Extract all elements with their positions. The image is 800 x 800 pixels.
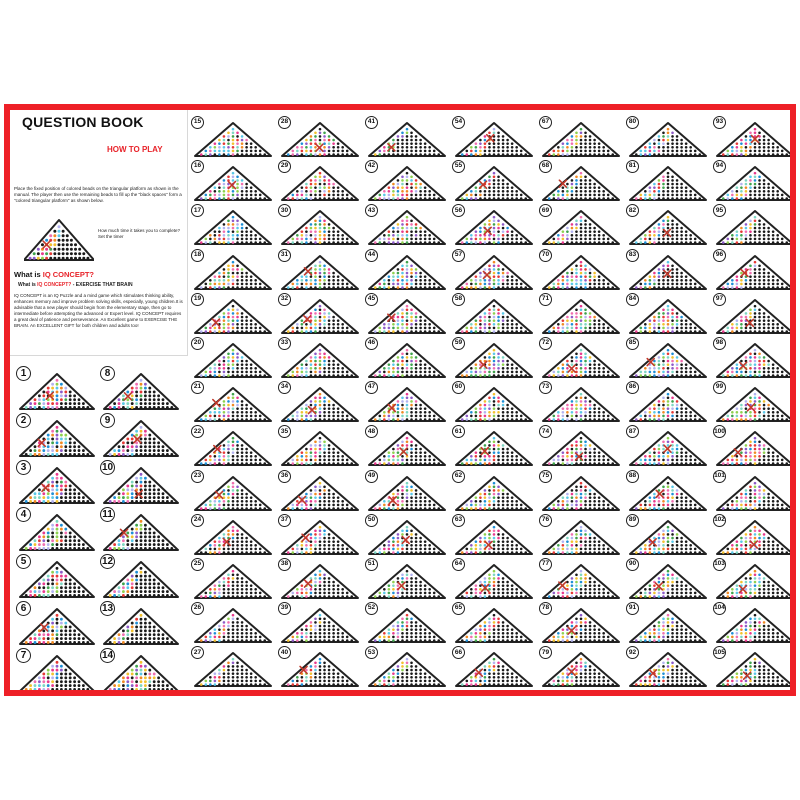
sample-triangle-board xyxy=(24,218,94,262)
puzzle-card xyxy=(16,601,96,646)
puzzle-number: 11 xyxy=(100,507,115,522)
puzzle-card xyxy=(191,381,273,423)
whatis-prefix: What is xyxy=(14,270,43,279)
puzzle-card xyxy=(539,381,621,423)
puzzle-card xyxy=(452,514,534,556)
puzzle-number: 92 xyxy=(626,646,639,659)
puzzle-number: 46 xyxy=(365,337,378,350)
puzzle-number: 56 xyxy=(452,204,465,217)
puzzle-card xyxy=(191,160,273,202)
puzzle-card xyxy=(191,646,273,688)
puzzle-card xyxy=(16,413,96,458)
puzzle-card xyxy=(626,514,708,556)
puzzle-number: 17 xyxy=(191,204,204,217)
puzzle-number: 70 xyxy=(539,249,552,262)
puzzle-card xyxy=(452,602,534,644)
puzzle-number: 2 xyxy=(16,413,31,428)
puzzle-card xyxy=(452,204,534,246)
whatis-subheading xyxy=(18,282,133,288)
puzzle-number: 48 xyxy=(365,425,378,438)
puzzle-number: 80 xyxy=(626,116,639,129)
puzzle-number: 60 xyxy=(452,381,465,394)
puzzle-number: 54 xyxy=(452,116,465,129)
puzzle-card xyxy=(278,470,360,512)
puzzle-card xyxy=(191,116,273,158)
puzzle-number: 10 xyxy=(100,460,115,475)
puzzle-number: 23 xyxy=(191,470,204,483)
puzzle-number: 45 xyxy=(365,293,378,306)
puzzle-number: 8 xyxy=(100,366,115,381)
puzzle-card xyxy=(365,116,447,158)
puzzle-number: 15 xyxy=(191,116,204,129)
puzzle-number: 35 xyxy=(278,425,291,438)
puzzle-card xyxy=(365,425,447,467)
question-book-sheet xyxy=(4,104,796,696)
puzzle-number: 76 xyxy=(539,514,552,527)
puzzle-card xyxy=(278,293,360,335)
puzzle-card xyxy=(191,337,273,379)
puzzle-card xyxy=(16,460,96,505)
puzzle-number: 19 xyxy=(191,293,204,306)
puzzle-card xyxy=(191,514,273,556)
puzzle-card xyxy=(278,558,360,600)
puzzle-card xyxy=(365,293,447,335)
puzzle-number: 102 xyxy=(713,514,726,527)
puzzle-card xyxy=(191,249,273,291)
puzzle-number: 50 xyxy=(365,514,378,527)
puzzle-number: 38 xyxy=(278,558,291,571)
puzzle-card xyxy=(191,204,273,246)
puzzle-card xyxy=(278,646,360,688)
puzzle-number: 52 xyxy=(365,602,378,615)
puzzle-number: 39 xyxy=(278,602,291,615)
puzzle-number: 89 xyxy=(626,514,639,527)
puzzle-number: 12 xyxy=(100,554,115,569)
puzzle-card xyxy=(365,470,447,512)
puzzle-number: 71 xyxy=(539,293,552,306)
puzzle-number: 21 xyxy=(191,381,204,394)
puzzle-card xyxy=(365,204,447,246)
puzzle-card xyxy=(713,293,795,335)
puzzle-card xyxy=(452,381,534,423)
puzzle-number: 13 xyxy=(100,601,115,616)
puzzle-card xyxy=(539,425,621,467)
puzzle-card xyxy=(278,425,360,467)
puzzle-card xyxy=(278,160,360,202)
puzzle-card xyxy=(16,554,96,599)
puzzle-card xyxy=(365,160,447,202)
puzzle-number: 85 xyxy=(626,337,639,350)
puzzle-card xyxy=(539,160,621,202)
puzzle-card xyxy=(100,366,180,411)
whatis-highlight: IQ CONCEPT? xyxy=(42,270,95,279)
puzzle-card xyxy=(626,293,708,335)
puzzle-number: 1 xyxy=(16,366,31,381)
puzzle-number: 51 xyxy=(365,558,378,571)
puzzle-card xyxy=(626,381,708,423)
puzzle-number: 3 xyxy=(16,460,31,475)
puzzle-card xyxy=(16,366,96,411)
puzzle-number: 30 xyxy=(278,204,291,217)
puzzle-card xyxy=(539,646,621,688)
puzzle-card xyxy=(191,470,273,512)
intro-panel xyxy=(10,110,188,356)
puzzle-number: 72 xyxy=(539,337,552,350)
puzzle-card xyxy=(452,116,534,158)
puzzle-number: 65 xyxy=(452,602,465,615)
puzzle-card xyxy=(626,337,708,379)
puzzle-card xyxy=(16,648,96,693)
whatis-sub-suffix: - EXERCISE THAT BRAIN xyxy=(71,282,133,288)
puzzle-number: 26 xyxy=(191,602,204,615)
puzzle-card xyxy=(452,249,534,291)
puzzle-number: 99 xyxy=(713,381,726,394)
puzzle-card xyxy=(100,460,180,505)
puzzle-number: 5 xyxy=(16,554,31,569)
puzzle-card xyxy=(452,160,534,202)
puzzle-card xyxy=(452,293,534,335)
puzzle-number: 28 xyxy=(278,116,291,129)
puzzle-card xyxy=(539,602,621,644)
puzzle-number: 29 xyxy=(278,160,291,173)
puzzle-number: 100 xyxy=(713,425,726,438)
puzzle-card xyxy=(100,648,180,693)
puzzle-number: 96 xyxy=(713,249,726,262)
puzzle-card xyxy=(626,160,708,202)
time-note: How much time it takes you to complete? Set the timer xyxy=(98,228,181,239)
puzzle-card xyxy=(100,601,180,646)
puzzle-card xyxy=(278,116,360,158)
puzzle-number: 81 xyxy=(626,160,639,173)
puzzle-card xyxy=(191,293,273,335)
sample-board xyxy=(24,218,94,267)
puzzle-number: 91 xyxy=(626,602,639,615)
puzzle-card xyxy=(452,470,534,512)
puzzle-number: 62 xyxy=(452,470,465,483)
puzzle-number: 14 xyxy=(100,648,115,663)
puzzle-card xyxy=(16,507,96,552)
puzzle-card xyxy=(365,514,447,556)
puzzle-card xyxy=(365,337,447,379)
puzzle-number: 74 xyxy=(539,425,552,438)
puzzle-number: 59 xyxy=(452,337,465,350)
puzzle-number: 7 xyxy=(16,648,31,663)
puzzle-number: 44 xyxy=(365,249,378,262)
puzzle-number: 103 xyxy=(713,558,726,571)
puzzle-card xyxy=(713,558,795,600)
puzzle-card xyxy=(626,470,708,512)
description-text: IQ CONCEPT is an IQ Puzzle and a mind game which stimulates thinking ability, enhances memory and improve problem solving skills, especially, young children.It is advisable that a new player should begin from the elementary stage, then go to intermediate before attempting the advanced or Expert level. IQ CONCEPT requires a great deal of patience and perseverance. An Excellent game to EXERCISE THE BRAIN. An EXCELLENT GIFT for both children and adults too! xyxy=(14,293,183,328)
puzzle-card xyxy=(713,116,795,158)
puzzle-number: 31 xyxy=(278,249,291,262)
puzzle-card xyxy=(626,116,708,158)
puzzle-number: 34 xyxy=(278,381,291,394)
puzzle-number: 87 xyxy=(626,425,639,438)
puzzle-card xyxy=(452,558,534,600)
puzzle-card xyxy=(365,381,447,423)
puzzle-number: 67 xyxy=(539,116,552,129)
puzzle-card xyxy=(713,204,795,246)
puzzle-card xyxy=(539,470,621,512)
puzzle-number: 18 xyxy=(191,249,204,262)
puzzle-card xyxy=(626,249,708,291)
puzzle-number: 86 xyxy=(626,381,639,394)
puzzle-number: 94 xyxy=(713,160,726,173)
puzzle-card xyxy=(539,204,621,246)
puzzle-number: 98 xyxy=(713,337,726,350)
puzzle-number: 105 xyxy=(713,646,726,659)
puzzle-number: 83 xyxy=(626,249,639,262)
puzzle-number: 77 xyxy=(539,558,552,571)
puzzle-card xyxy=(100,413,180,458)
puzzle-number: 40 xyxy=(278,646,291,659)
puzzle-number: 58 xyxy=(452,293,465,306)
whatis-sub-highlight: IQ CONCEPT? xyxy=(37,282,72,288)
puzzle-number: 33 xyxy=(278,337,291,350)
puzzle-number: 36 xyxy=(278,470,291,483)
puzzle-card xyxy=(539,514,621,556)
puzzle-card xyxy=(365,249,447,291)
puzzle-card xyxy=(278,602,360,644)
puzzle-card xyxy=(626,425,708,467)
puzzle-card xyxy=(191,425,273,467)
puzzle-number: 27 xyxy=(191,646,204,659)
puzzle-card xyxy=(713,160,795,202)
puzzle-card xyxy=(713,602,795,644)
puzzle-number: 37 xyxy=(278,514,291,527)
puzzle-number: 90 xyxy=(626,558,639,571)
whatis-sub-prefix: What is xyxy=(18,282,38,288)
puzzle-number: 42 xyxy=(365,160,378,173)
instructions-text: Place the fixed position of colored beads on the triangular platform as shown in the manual. The player then use the remaining beads to fill up the "black spaces" form a "colored triangular platform" as shown below. xyxy=(14,186,182,203)
puzzle-number: 24 xyxy=(191,514,204,527)
puzzle-number: 75 xyxy=(539,470,552,483)
puzzle-number: 9 xyxy=(100,413,115,428)
puzzle-card xyxy=(713,337,795,379)
puzzle-card xyxy=(278,514,360,556)
puzzle-card xyxy=(626,558,708,600)
puzzle-card xyxy=(100,554,180,599)
puzzle-number: 53 xyxy=(365,646,378,659)
page-title: QUESTION BOOK xyxy=(22,114,144,130)
puzzle-number: 55 xyxy=(452,160,465,173)
puzzle-number: 16 xyxy=(191,160,204,173)
puzzle-card xyxy=(365,558,447,600)
puzzle-number: 95 xyxy=(713,204,726,217)
puzzle-number: 79 xyxy=(539,646,552,659)
puzzle-number: 61 xyxy=(452,425,465,438)
how-to-play-heading: HOW TO PLAY xyxy=(107,145,163,154)
puzzle-card xyxy=(191,602,273,644)
puzzle-card xyxy=(539,337,621,379)
puzzle-number: 66 xyxy=(452,646,465,659)
puzzle-number: 57 xyxy=(452,249,465,262)
puzzle-number: 78 xyxy=(539,602,552,615)
puzzle-number: 84 xyxy=(626,293,639,306)
puzzle-card xyxy=(713,381,795,423)
puzzle-card xyxy=(278,204,360,246)
puzzle-number: 47 xyxy=(365,381,378,394)
puzzle-number: 41 xyxy=(365,116,378,129)
whatis-heading xyxy=(14,270,94,279)
puzzle-card xyxy=(713,470,795,512)
puzzle-number: 63 xyxy=(452,514,465,527)
puzzle-number: 32 xyxy=(278,293,291,306)
puzzle-number: 6 xyxy=(16,601,31,616)
puzzle-number: 104 xyxy=(713,602,726,615)
puzzle-card xyxy=(539,293,621,335)
puzzle-card xyxy=(713,249,795,291)
puzzle-number: 82 xyxy=(626,204,639,217)
puzzle-card xyxy=(365,646,447,688)
puzzle-card xyxy=(452,425,534,467)
puzzle-number: 43 xyxy=(365,204,378,217)
puzzle-number: 68 xyxy=(539,160,552,173)
puzzle-number: 25 xyxy=(191,558,204,571)
puzzle-number: 73 xyxy=(539,381,552,394)
puzzle-card xyxy=(100,507,180,552)
puzzle-number: 49 xyxy=(365,470,378,483)
puzzle-number: 101 xyxy=(713,470,726,483)
puzzle-card xyxy=(191,558,273,600)
puzzle-card xyxy=(452,646,534,688)
puzzle-number: 64 xyxy=(452,558,465,571)
puzzle-number: 97 xyxy=(713,293,726,306)
puzzle-number: 4 xyxy=(16,507,31,522)
puzzle-card xyxy=(278,337,360,379)
puzzle-number: 22 xyxy=(191,425,204,438)
puzzle-card xyxy=(539,558,621,600)
puzzle-card xyxy=(626,646,708,688)
puzzle-card xyxy=(713,646,795,688)
puzzle-number: 93 xyxy=(713,116,726,129)
puzzle-card xyxy=(626,204,708,246)
puzzle-card xyxy=(539,116,621,158)
puzzle-card xyxy=(626,602,708,644)
puzzle-card xyxy=(713,514,795,556)
puzzle-card xyxy=(278,381,360,423)
puzzle-number: 20 xyxy=(191,337,204,350)
puzzle-card xyxy=(452,337,534,379)
puzzle-number: 69 xyxy=(539,204,552,217)
puzzle-card xyxy=(365,602,447,644)
puzzle-card xyxy=(539,249,621,291)
puzzle-number: 88 xyxy=(626,470,639,483)
puzzle-card xyxy=(713,425,795,467)
puzzle-card xyxy=(278,249,360,291)
